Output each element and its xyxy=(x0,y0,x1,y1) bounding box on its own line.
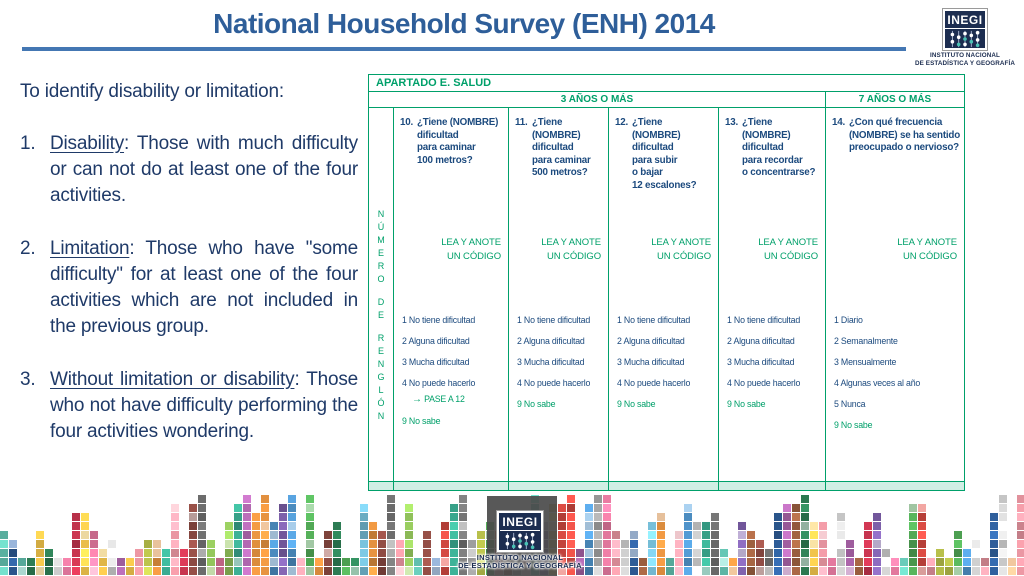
option-item: 4 No puede hacerlo xyxy=(402,378,476,388)
question-line: dificultad xyxy=(632,142,674,153)
dont-know-option: 9 No sabe xyxy=(617,399,656,409)
question-line: para caminar xyxy=(532,154,591,166)
question-line: (NOMBRE) xyxy=(742,129,791,141)
abacus-icon xyxy=(503,532,537,550)
read-note-line1: LEA Y ANOTE xyxy=(758,237,818,248)
inegi-caption-line1: INSTITUTO NACIONAL xyxy=(476,553,564,562)
read-code-note xyxy=(758,236,818,264)
question-text xyxy=(725,117,822,180)
definition-item-1 xyxy=(20,131,358,209)
option-item: 4 No puede hacerlo xyxy=(617,378,691,388)
age-group-right: 7 AÑOS O MÁS xyxy=(858,94,932,105)
options-list xyxy=(517,315,607,409)
item-term: Disability xyxy=(50,133,125,154)
questionnaire-table xyxy=(368,74,965,491)
form-body xyxy=(369,108,964,490)
definition-item-2 xyxy=(20,236,358,340)
option-item: 3 Mucha dificultad xyxy=(517,357,585,367)
inegi-caption-line1: INSTITUTO NACIONAL xyxy=(930,52,1000,59)
options-list xyxy=(727,315,824,409)
question-line: (NOMBRE) xyxy=(632,129,681,141)
arrow-right-icon: → xyxy=(412,394,422,405)
read-note-line1: LEA Y ANOTE xyxy=(541,237,601,248)
read-note-line2: UN CÓDIGO xyxy=(657,251,711,262)
row-number-column xyxy=(369,108,394,490)
question-number: 12. xyxy=(615,117,629,128)
option-item: 1 Diario xyxy=(834,315,863,325)
question-line: para subir xyxy=(632,154,678,166)
question-column-10 xyxy=(394,108,509,490)
option-item: 2 Alguna dificultad xyxy=(617,336,685,346)
question-number: 10. xyxy=(400,117,414,128)
inegi-caption-line2: DE ESTADÍSTICA Y GEOGRAFÍA xyxy=(915,59,1015,67)
item-text xyxy=(50,236,358,340)
read-note-line2: UN CÓDIGO xyxy=(903,251,957,262)
option-item: 4 Algunas veces al año xyxy=(834,378,921,388)
question-line: ¿Tiene (NOMBRE) xyxy=(417,117,499,128)
read-note-line1: LEA Y ANOTE xyxy=(441,237,501,248)
option-item: 1 No tiene dificultad xyxy=(617,315,691,325)
question-text xyxy=(515,117,605,180)
inegi-caption xyxy=(900,52,1024,67)
read-note-line2: UN CÓDIGO xyxy=(764,251,818,262)
options-list xyxy=(617,315,717,409)
age-group-row xyxy=(369,92,964,108)
question-line: dificultad xyxy=(417,129,459,141)
item-number: 3. xyxy=(20,369,36,390)
inegi-logo-bottom xyxy=(497,511,543,552)
item-term: Limitation xyxy=(50,238,130,259)
inegi-badge xyxy=(497,511,543,552)
question-column-12 xyxy=(609,108,719,490)
dont-know-option: 9 No sabe xyxy=(727,399,766,409)
age-group-left: 3 AÑOS O MÁS xyxy=(369,92,826,107)
option-item: 1 No tiene dificultad xyxy=(402,315,476,325)
question-line: 500 metros? xyxy=(532,167,588,178)
question-line: (NOMBRE) se ha sentido xyxy=(849,129,960,141)
options-list xyxy=(402,315,507,426)
question-line: para caminar xyxy=(417,142,476,153)
option-item: 3 Mucha dificultad xyxy=(727,357,795,367)
item-term: Without limitation or disability xyxy=(50,369,295,390)
read-note-line2: UN CÓDIGO xyxy=(547,251,601,262)
page-title: National Household Survey (ENH) 2014 xyxy=(213,8,715,39)
option-item: 2 Semanalmente xyxy=(834,336,898,346)
question-column-13 xyxy=(719,108,826,490)
read-note-line1: LEA Y ANOTE xyxy=(897,237,957,248)
read-note-line2: UN CÓDIGO xyxy=(447,251,501,262)
question-line: ¿Con qué frecuencia xyxy=(849,117,943,128)
question-line: preocupado o nervioso? xyxy=(849,142,959,153)
question-column-11 xyxy=(509,108,609,490)
question-line: (NOMBRE) xyxy=(532,129,581,141)
item-number: 2. xyxy=(20,238,36,259)
question-line: 100 metros? xyxy=(417,154,473,166)
question-number: 14. xyxy=(832,117,846,128)
item-text xyxy=(50,131,358,209)
inegi-logo-text: INEGI xyxy=(502,515,538,529)
mosaic-band xyxy=(0,488,1024,576)
question-text xyxy=(615,117,715,192)
option-item: 2 Alguna dificultad xyxy=(517,336,585,346)
inegi-badge xyxy=(943,9,987,50)
form-section-title: APARTADO E. SALUD xyxy=(369,75,964,92)
question-number: 13. xyxy=(725,117,739,128)
definitions-block xyxy=(20,79,358,472)
question-column-14 xyxy=(826,108,964,490)
read-code-note xyxy=(441,236,501,264)
dont-know-option: 9 No sabe xyxy=(517,399,556,409)
question-text xyxy=(832,117,961,155)
option-item: 5 Nunca xyxy=(834,399,866,409)
read-note-line1: LEA Y ANOTE xyxy=(651,237,711,248)
question-line: ¿Tiene xyxy=(742,117,773,128)
read-code-note xyxy=(541,236,601,264)
options-list xyxy=(834,315,963,430)
inegi-caption-bottom xyxy=(440,554,600,569)
item-rest: : Those who not have difficulty performing the four activities wondering. xyxy=(50,369,359,442)
row-number-label: N Ú M E R O D E R E N G L Ó N xyxy=(377,209,385,421)
question-number: 11. xyxy=(515,117,528,128)
item-text xyxy=(50,367,358,445)
read-code-note xyxy=(897,236,957,264)
inegi-logo-text: INEGI xyxy=(947,13,983,27)
dont-know-option: 9 No sabe xyxy=(402,416,441,426)
question-line: ¿Tiene xyxy=(632,117,663,128)
skip-instruction xyxy=(412,394,507,405)
option-item: 1 No tiene dificultad xyxy=(517,315,591,325)
intro-line: To identify disability or limitation: xyxy=(20,81,284,102)
option-item: 4 No puede hacerlo xyxy=(517,378,591,388)
skip-label: PASE A 12 xyxy=(424,394,465,404)
dont-know-option: 9 No sabe xyxy=(834,420,873,430)
option-item: 3 Mensualmente xyxy=(834,357,897,367)
question-line: o concentrarse? xyxy=(742,167,816,178)
definition-item-3 xyxy=(20,367,358,445)
option-item: 1 No tiene dificultad xyxy=(727,315,801,325)
option-item: 3 Mucha dificultad xyxy=(617,357,685,367)
inegi-caption-line2: DE ESTADÍSTICA Y GEOGRAFÍA xyxy=(458,560,582,570)
option-item: 2 Alguna dificultad xyxy=(402,336,470,346)
abacus-icon xyxy=(948,30,982,48)
inegi-logo-top-right xyxy=(900,9,1024,67)
item-rest: : Those who have "some difficulty" for at least one of the four activities which are not included in the previous group. xyxy=(50,238,358,337)
option-item: 3 Mucha dificultad xyxy=(402,357,470,367)
question-line: 12 escalones? xyxy=(632,179,697,191)
option-item: 2 Alguna dificultad xyxy=(727,336,795,346)
item-rest: : Those with much difficulty or can not do at least one of the four activities. xyxy=(50,133,358,206)
question-line: o bajar xyxy=(632,167,663,178)
question-line: dificultad xyxy=(742,142,784,153)
item-number: 1. xyxy=(20,133,36,154)
question-line: dificultad xyxy=(532,142,574,153)
question-line: ¿Tiene xyxy=(532,117,563,128)
question-text xyxy=(400,117,505,167)
read-code-note xyxy=(651,236,711,264)
option-item: 4 No puede hacerlo xyxy=(727,378,801,388)
title-divider xyxy=(22,47,906,51)
question-line: para recordar xyxy=(742,154,803,166)
